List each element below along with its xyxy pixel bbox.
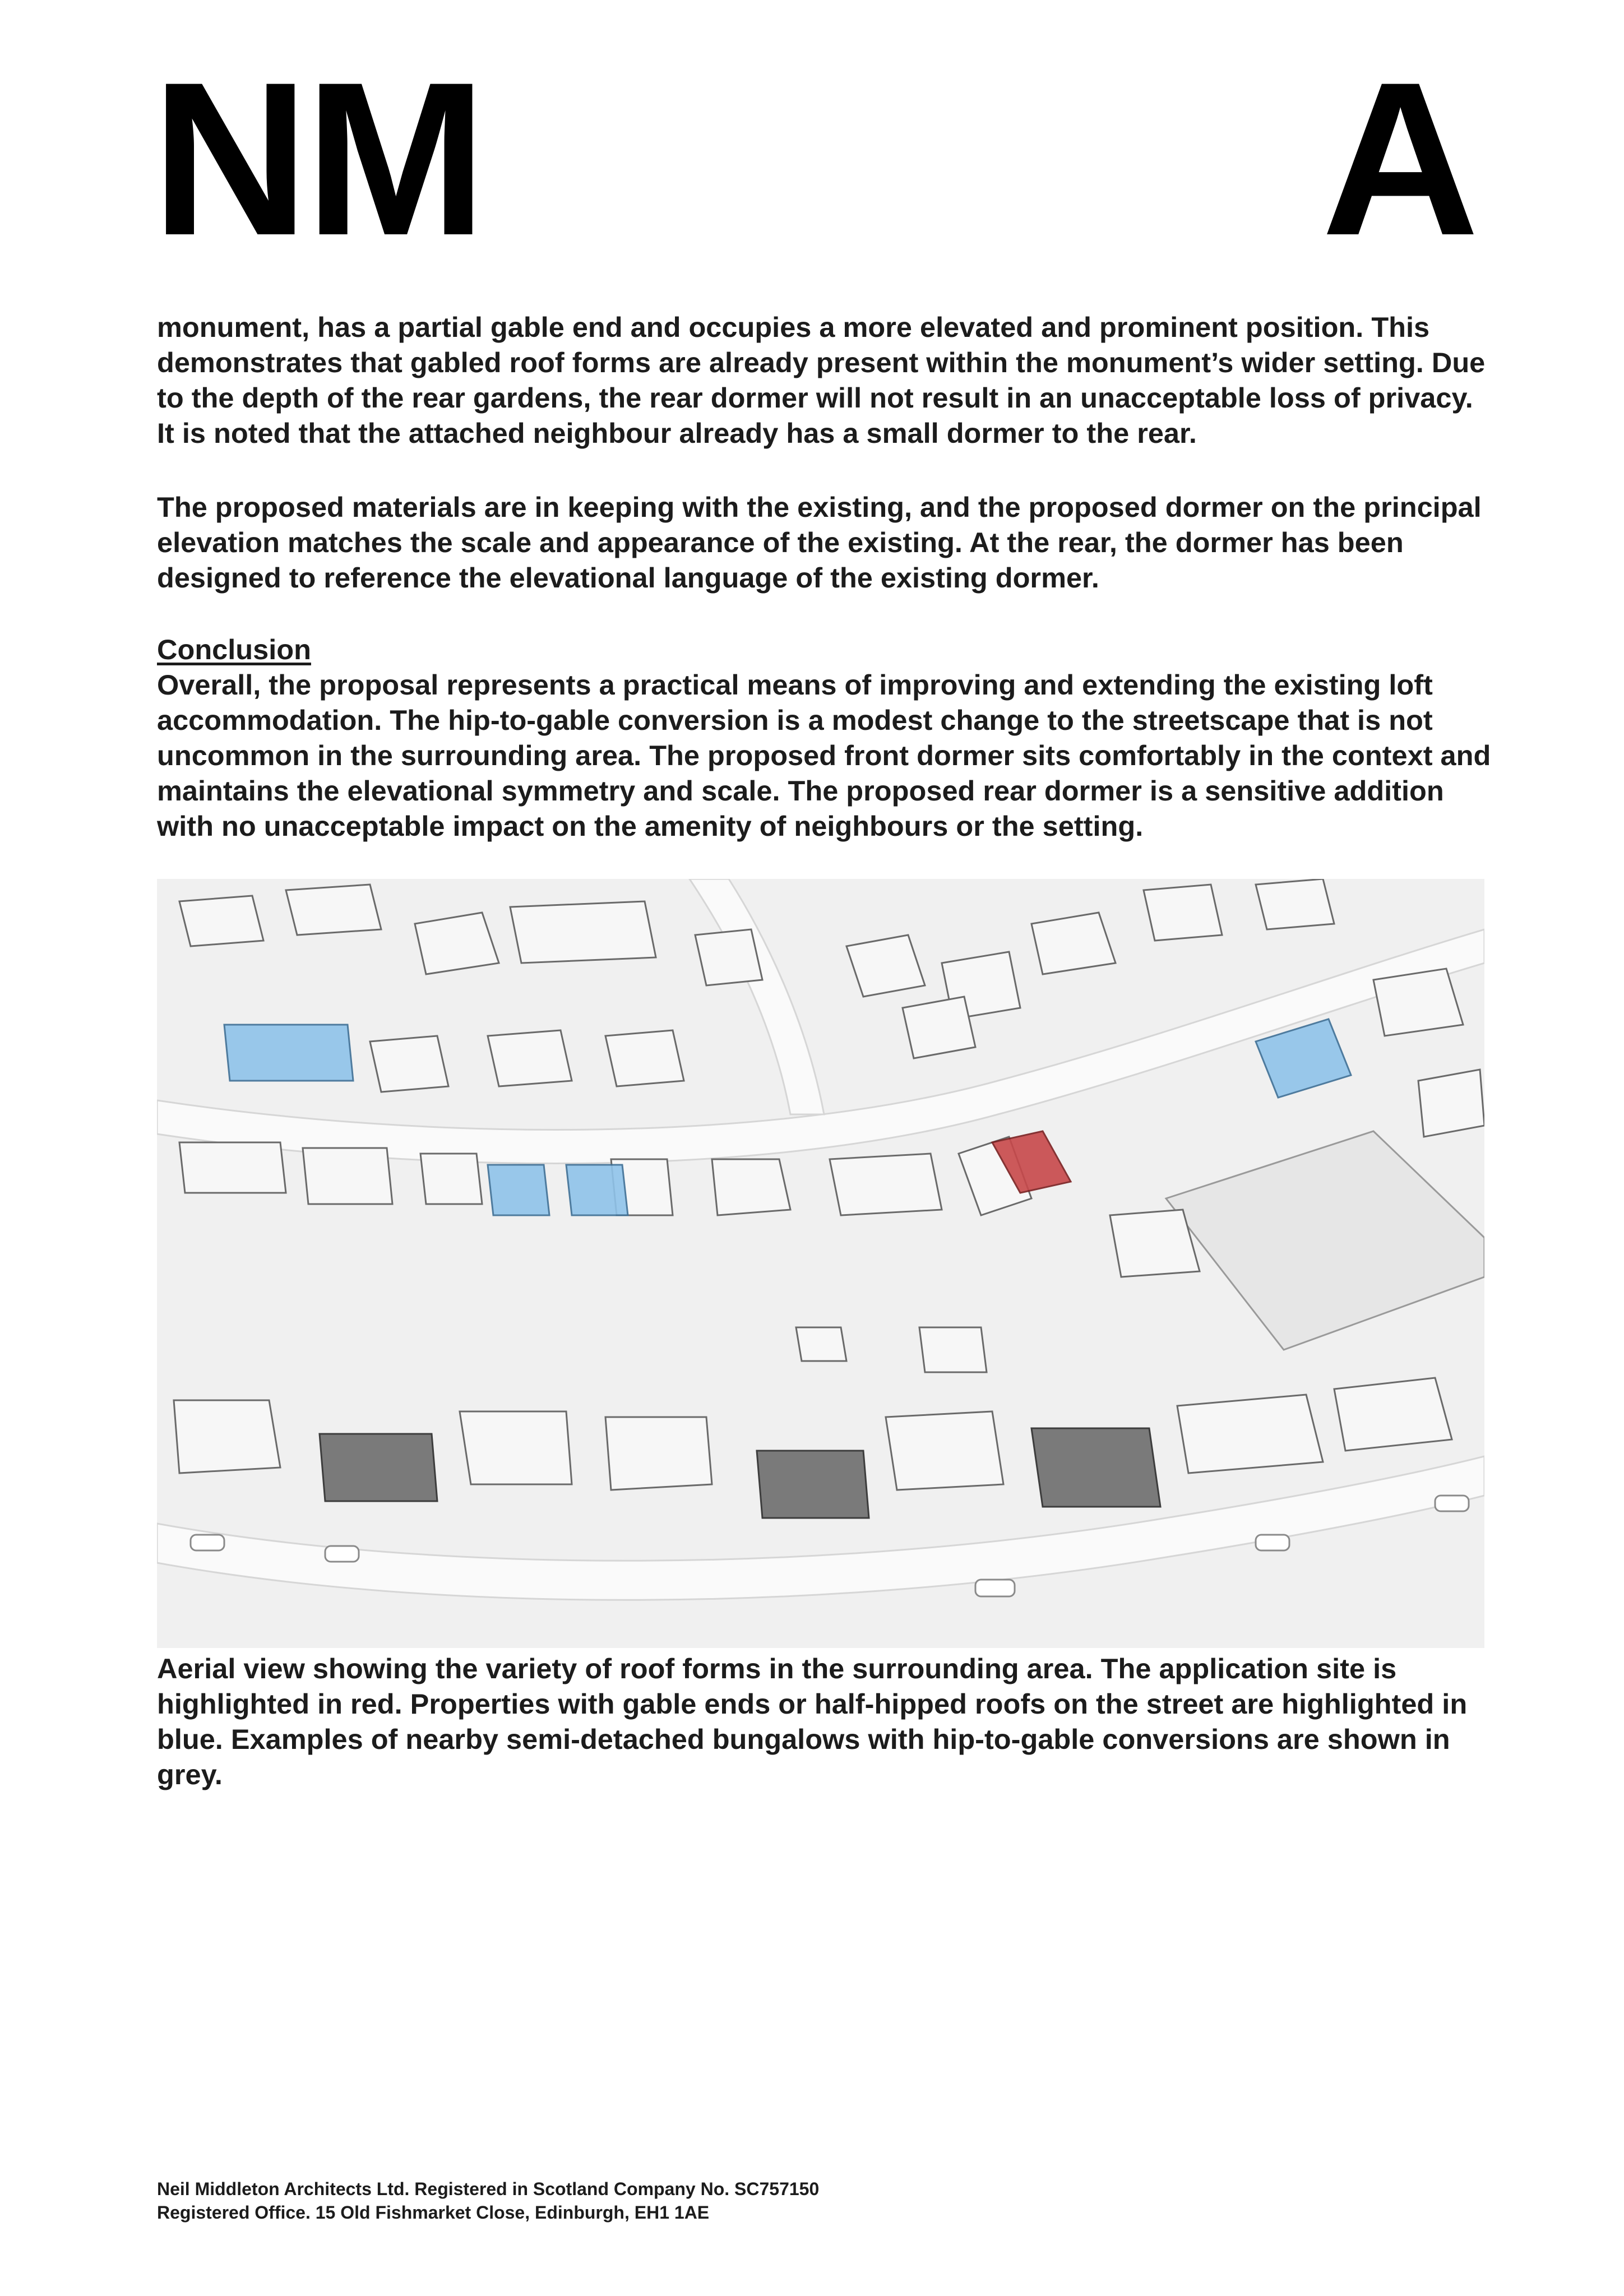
conclusion-section	[157, 632, 1491, 844]
logo-monogram-left: NM	[151, 36, 483, 281]
paragraph-materials: The proposed materials are in keeping with the existing, and the proposed dormer on the principal elevation matches the scale and appearance of the existing. At the rear, the dormer has been designed to reference the elevational language of the existing dormer.	[157, 491, 1482, 594]
conclusion-heading: Conclusion	[157, 633, 311, 665]
footer-address-line: Registered Office. 15 Old Fishmarket Close, Edinburgh, EH1 1AE	[157, 2202, 710, 2223]
blue-roof-1	[224, 1025, 353, 1081]
grey-roof-2	[757, 1451, 869, 1518]
aerial-view-illustration	[157, 879, 1484, 1648]
footer	[157, 2177, 819, 2224]
figure-caption: Aerial view showing the variety of roof forms in the surrounding area. The application site is highlighted in red. Properties with gable ends or half-hipped roofs on the street are highlighted in blue. Examples of nearby semi-detached bungalows with hip-to-gable conversions are shown in grey.	[157, 1652, 1468, 1790]
paragraph-setting-privacy: monument, has a partial gable end and occupies a more elevated and prominent position. This demonstrates that gabled roof forms are already present within the monument’s wider setting. Due to the depth of the rear gardens, the rear dormer will not result in an unacceptable loss of privacy. It is noted that the attached neighbour already has a small dormer to the rear.	[157, 311, 1486, 449]
blue-roof-3	[488, 1165, 549, 1215]
grey-roof-3	[1031, 1428, 1160, 1507]
logo-monogram-right: A	[1321, 36, 1475, 281]
grey-roof-1	[320, 1434, 437, 1501]
footer-company-line: Neil Middleton Architects Ltd. Registered in Scotland Company No. SC757150	[157, 2179, 820, 2199]
paragraph-conclusion: Overall, the proposal represents a practical means of improving and extending the existing loft accommodation. The hip-to-gable conversion is a modest change to the streetscape that is not uncommon in the surrounding area. The proposed front dormer sits comfortably in the context and maintains the elevational symmetry and scale. The proposed rear dormer is a sensitive addition with no unacceptable impact on the amenity of neighbours or the setting.	[157, 669, 1491, 842]
blue-roof-4	[566, 1165, 628, 1215]
aerial-view-image	[157, 879, 1484, 1648]
